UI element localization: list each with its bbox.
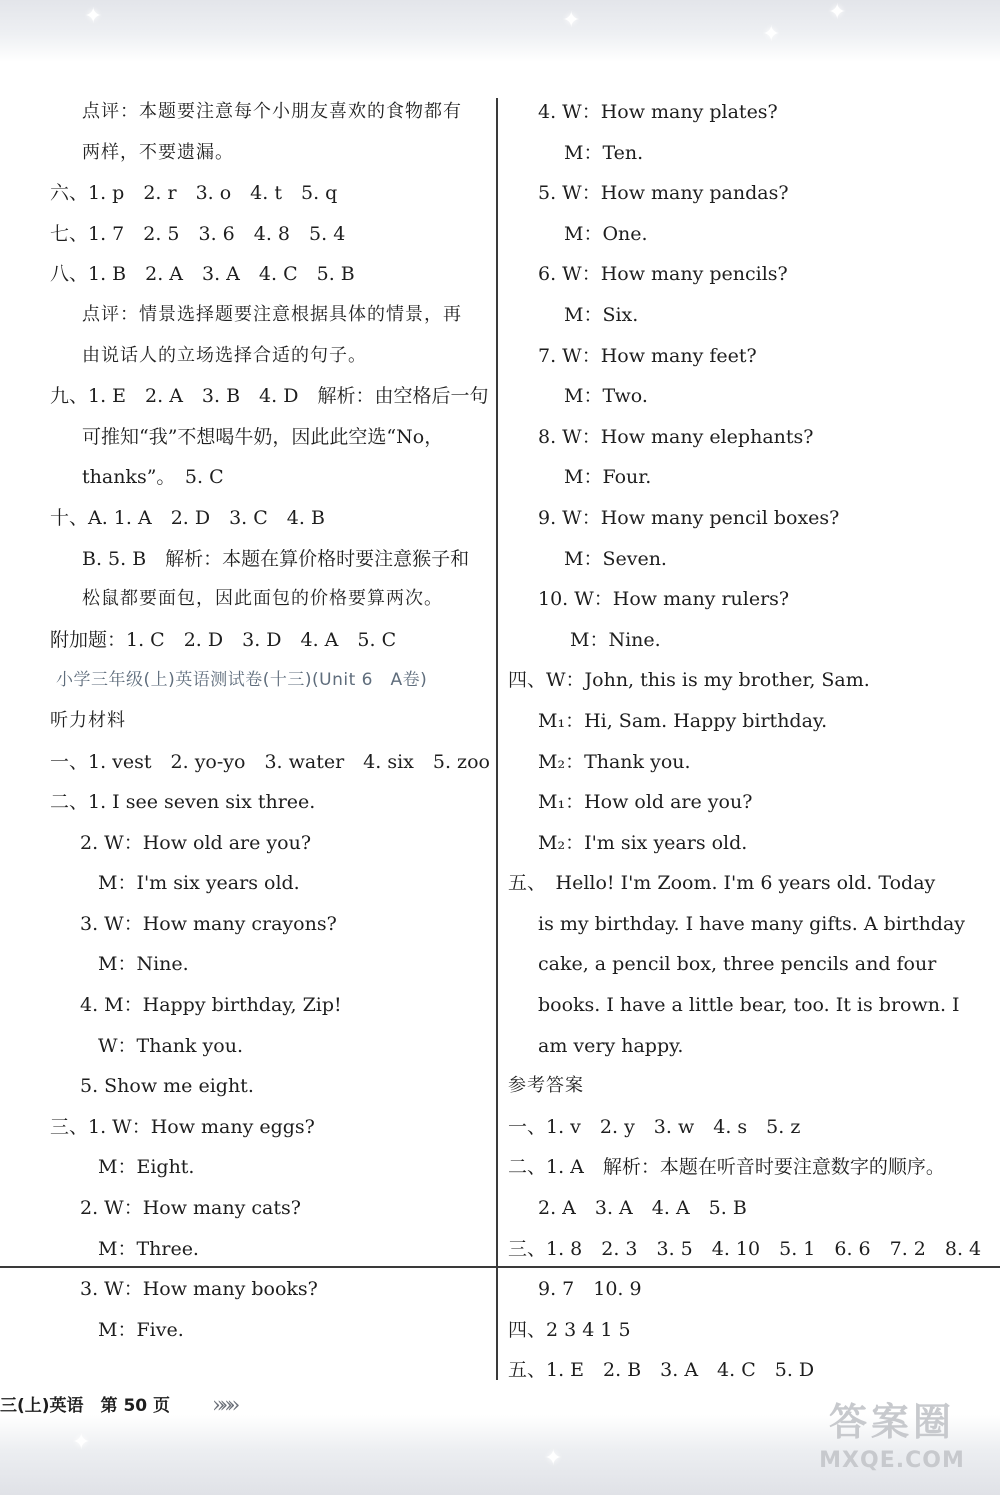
right-text-line: M₁：Hi, Sam. Happy birthday. <box>538 709 828 732</box>
left-text-line: M：Five. <box>98 1318 184 1341</box>
left-text-line: 点评：本题要注意每个小朋友喜欢的食物都有 <box>82 101 462 122</box>
left-text-line: 九、1. E 2. A 3. B 4. D 解析：由空格后一句 <box>50 385 489 408</box>
left-column <box>50 92 492 1350</box>
right-text-line: M：Two. <box>564 385 648 408</box>
right-text-line: M：Seven. <box>564 547 667 570</box>
left-text-line: 由说话人的立场选择合适的句子。 <box>82 344 367 366</box>
left-text-line: M：I'm six years old. <box>98 872 300 895</box>
left-text-line: thanks”。 5. C <box>82 466 224 489</box>
left-text-line: 5. Show me eight. <box>80 1075 254 1098</box>
left-text-line: 4. M：Happy birthday, Zip! <box>80 994 342 1017</box>
right-text-line: 四、W：John, this is my brother, Sam. <box>508 669 870 692</box>
left-text-line: 3. W：How many books? <box>80 1278 318 1301</box>
sparkle-icon: ✦ <box>828 0 847 25</box>
left-text-line: M：Eight. <box>98 1156 195 1179</box>
left-text-line: 八、1. B 2. A 3. A 4. C 5. B <box>50 263 355 286</box>
left-text-line: 一、1. vest 2. yo-yo 3. water 4. six 5. zoo <box>50 750 490 773</box>
page-number-label: 三(上)英语 第 50 页 <box>0 1396 171 1416</box>
left-text-line: 二、1. I see seven six three. <box>50 791 316 814</box>
left-text-line: 六、1. p 2. r 3. o 4. t 5. q <box>50 182 338 205</box>
top-decorative-band <box>0 0 1000 62</box>
sparkle-icon: ✦ <box>72 1430 91 1455</box>
left-text-line: 三、1. W：How many eggs? <box>50 1115 315 1138</box>
left-text-line: 十、A. 1. A 2. D 3. C 4. B <box>50 506 325 529</box>
sparkle-icon: ✦ <box>544 1446 563 1471</box>
right-text-line: books. I have a little bear, too. It is brown. I <box>538 994 960 1017</box>
watermark-top: 答案圈 <box>828 1400 955 1444</box>
right-text-line: 2. A 3. A 4. A 5. B <box>538 1197 747 1220</box>
right-text-line: 9. 7 10. 9 <box>538 1278 642 1301</box>
right-text-line: 4. W：How many plates? <box>538 101 778 123</box>
left-text-line: 七、1. 7 2. 5 3. 6 4. 8 5. 4 <box>50 222 346 245</box>
right-text-line: 8. W：How many elephants? <box>538 425 814 448</box>
sparkle-icon: ✦ <box>762 22 781 47</box>
left-text-line: 点评：情景选择题要注意根据具体的情景，再 <box>82 303 462 325</box>
left-text-line: M：Three. <box>98 1237 199 1260</box>
right-column <box>508 92 982 1391</box>
left-text-line: 松鼠都要面包，因此面包的价格要算两次。 <box>82 588 443 610</box>
right-text-line: 9. W：How many pencil boxes? <box>538 506 840 529</box>
right-text-line: 三、1. 8 2. 3 3. 5 4. 10 5. 1 6. 6 7. 2 8. 4 <box>508 1237 982 1260</box>
sparkle-icon: ✦ <box>562 8 581 33</box>
right-text-line: M₂：Thank you. <box>538 750 691 773</box>
right-text-line: M：Ten. <box>564 141 644 164</box>
left-text-line: W：Thank you. <box>98 1034 244 1057</box>
left-text-line: 小学三年级(上)英语测试卷(十三)(Unit 6 A卷) <box>56 670 428 691</box>
right-text-line: M₁：How old are you? <box>538 791 753 814</box>
left-text-line: 3. W：How many crayons? <box>80 912 337 935</box>
right-text-line: 二、1. A 解析：本题在听音时要注意数字的顺序。 <box>508 1156 945 1179</box>
left-text-line: 附加题：1. C 2. D 3. D 4. A 5. C <box>50 628 397 651</box>
right-text-line: 6. W：How many pencils? <box>538 263 788 286</box>
right-text-line: M：One. <box>564 222 648 245</box>
left-text-line: M：Nine. <box>98 953 189 976</box>
right-text-line: 10. W：How many rulers? <box>538 588 790 611</box>
right-text-line: M₂：I'm six years old. <box>538 831 748 854</box>
right-text-line: M：Nine. <box>570 628 661 651</box>
watermark-logo <box>792 1398 992 1488</box>
sparkle-icon: ✦ <box>84 4 103 29</box>
right-text-line: 5. W：How many pandas? <box>538 182 789 205</box>
page-footer <box>0 1392 170 1420</box>
right-text-line: 五、1. E 2. B 3. A 4. C 5. D <box>508 1359 815 1382</box>
column-divider <box>496 98 498 1380</box>
right-text-line: 7. W：How many feet? <box>538 344 757 367</box>
right-text-line: 参考答案 <box>508 1075 584 1097</box>
left-text-line: 听力材料 <box>50 709 126 731</box>
right-text-line: am very happy. <box>538 1034 684 1057</box>
left-text-line: 可推知“我”不想喝牛奶，因此此空选“No， <box>82 425 444 448</box>
right-text-line: 五、 Hello! I'm Zoom. I'm 6 years old. Today <box>508 872 936 895</box>
arrow-icon: »»» <box>212 1393 235 1418</box>
left-text-line: B. 5. B 解析：本题在算价格时要注意猴子和 <box>82 547 470 570</box>
watermark-bottom: MXQE.COM <box>819 1448 965 1473</box>
left-text-line: 2. W：How many cats? <box>80 1197 301 1220</box>
right-text-line: 四、2 3 4 1 5 <box>508 1318 631 1341</box>
right-text-line: M：Four. <box>564 466 652 489</box>
right-text-line: cake, a pencil box, three pencils and four <box>538 953 937 976</box>
left-text-line: 两样，不要遗漏。 <box>82 141 234 163</box>
left-text-line: 2. W：How old are you? <box>80 831 312 854</box>
right-text-line: 一、1. v 2. y 3. w 4. s 5. z <box>508 1115 801 1138</box>
right-text-line: M：Six. <box>564 303 639 326</box>
right-text-line: is my birthday. I have many gifts. A birthday <box>538 912 966 935</box>
